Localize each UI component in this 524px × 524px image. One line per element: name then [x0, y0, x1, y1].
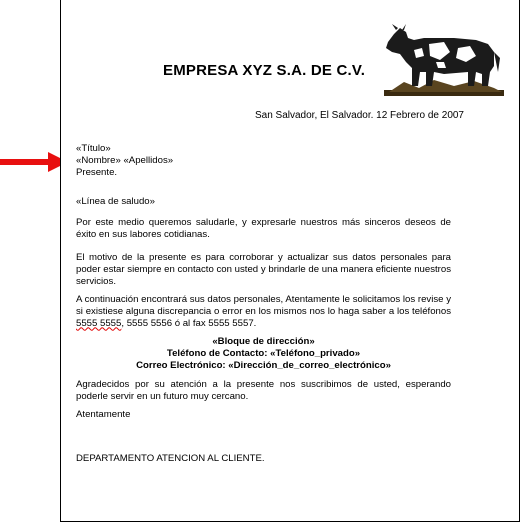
merge-block	[76, 336, 451, 371]
presente-text: Presente.	[76, 166, 118, 178]
recipient-name-line	[76, 155, 451, 167]
phone-number: 5555 5555	[76, 317, 122, 329]
sign-off: Atentamente	[76, 409, 131, 420]
letter-page	[60, 0, 520, 522]
paragraph-3-text: A continuación encontrará sus datos personales, Atentamente le solicitamos los revise y si existiese alguna discrepancia o error en los mismos nos lo haga saber a los teléfonos	[76, 294, 451, 317]
company-title: EMPRESA XYZ S.A. DE C.V.	[163, 62, 366, 79]
paragraph-2: El motivo de la presente es para corroborar y actualizar sus datos personales para poder estar siempre en contacto con usted y brindarle de una manera eficiente nuestros servicios.	[76, 252, 451, 287]
field-bloque-direccion: «Bloque de dirección»	[212, 336, 315, 347]
paragraph-3	[76, 294, 451, 329]
field-correo: Correo Electrónico: «Dirección_de_correo_electrónico»	[136, 359, 391, 371]
place-date: San Salvador, El Salvador. 12 Febrero de 2007	[254, 110, 464, 121]
recipient-block	[76, 143, 451, 178]
field-nombre: «Nombre»	[76, 154, 121, 166]
department-signature: DEPARTAMENTO ATENCION AL CLIENTE.	[76, 453, 265, 464]
closing-paragraph: Agradecidos por su atención a la presente nos suscribimos de usted, esperando poderle servir en un futuro muy cercano.	[76, 379, 451, 402]
greeting-field: «Línea de saludo»	[76, 196, 155, 207]
cow-logo-icon	[384, 22, 504, 100]
field-apellidos: «Apellidos»	[123, 154, 174, 166]
paragraph-3-end: , 5555 5556 ó al fax 5555 5557.	[121, 317, 257, 329]
paragraph-1: Por este medio queremos saludarle, y expresarle nuestros más sinceros deseos de éxito en sus labores cotidianas.	[76, 217, 451, 240]
field-titulo: «Título»	[76, 143, 111, 154]
field-telefono: Teléfono de Contacto: «Teléfono_privado»	[166, 347, 361, 359]
